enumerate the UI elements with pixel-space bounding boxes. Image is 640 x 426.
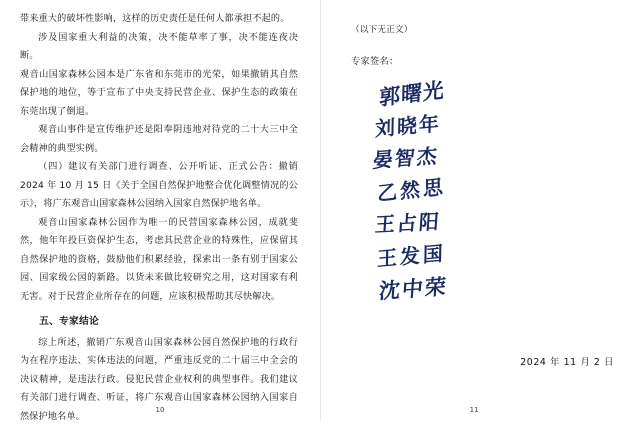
paragraph: （四）建议有关部门进行调查、公开听证、正式公告：撤销 2024 年 10 月 15 日《关于全国自然保护地整合优化调整情况的公示》，将广东观音山国家森林公园纳入国家自然保护地名单。: [20, 158, 298, 214]
handwritten-signature: 郭曙光: [379, 74, 445, 112]
handwritten-signature: 刘晓年: [375, 107, 441, 142]
no-text-note: （以下无正文）: [351, 22, 614, 38]
paragraph: 观音山国家森林公园本是广东省和东莞市的光荣，如果撤销其自然保护地的地位，等于宣布了中央支持民营企业、保护生态的政策在东莞出现了倒退。: [20, 66, 298, 122]
paragraph: 带来重大的破坏性影响，这样的历史责任是任何人都承担不起的。: [20, 10, 298, 29]
handwritten-signature: 乙然思: [377, 170, 446, 206]
handwritten-signature: 沈中荣: [378, 270, 449, 305]
signature-label: 专家签名：: [351, 54, 614, 70]
section-title: 五、专家结论: [20, 313, 298, 332]
page-number-left: 10: [156, 406, 165, 414]
handwritten-signature: 王占阳: [374, 205, 442, 238]
page-number-right: 11: [470, 406, 479, 414]
signature-date: 2024 年 11 月 2 日: [520, 354, 614, 368]
page-right: [320, 0, 640, 420]
paragraph: 涉及国家重大利益的决策，决不能草率了事，决不能连夜决断。: [20, 29, 298, 66]
handwritten-signature: 王发国: [377, 237, 446, 272]
conclusion-paragraph: 综上所述，撤销广东观音山国家森林公园自然保护地的行政行为在程序违法、实体违法的问题，严重违反党的二十届三中全会的决议精神，是违法行政。侵犯民营企业权利的典型事件。我们建议有关部门进行调查、听证，将广东观音山国家森林公园纳入国家自然保护地名单。: [20, 334, 298, 426]
paragraph: 观音山事件是宣传维护还是阳奉阴违地对待党的二十大三中全会精神的典型实例。: [20, 121, 298, 158]
left-page-body: [20, 10, 298, 426]
handwritten-signature: 晏智杰: [372, 140, 440, 174]
page-left: [0, 0, 320, 420]
signature-area: [351, 74, 614, 319]
paragraph: 观音山国家森林公园作为唯一的民营国家森林公园，成就斐然，他年年投巨资保护生态，考虑其民营企业的特殊性，应保留其自然保护地的资格，鼓励他们积累经验，探索出一条有别于国家公园、国家级公园的新路。以货未来做比较研究之用，这对国家有利无害。对于民营企业所存在的问题，应该积极帮助其尽快解决。: [20, 214, 298, 307]
